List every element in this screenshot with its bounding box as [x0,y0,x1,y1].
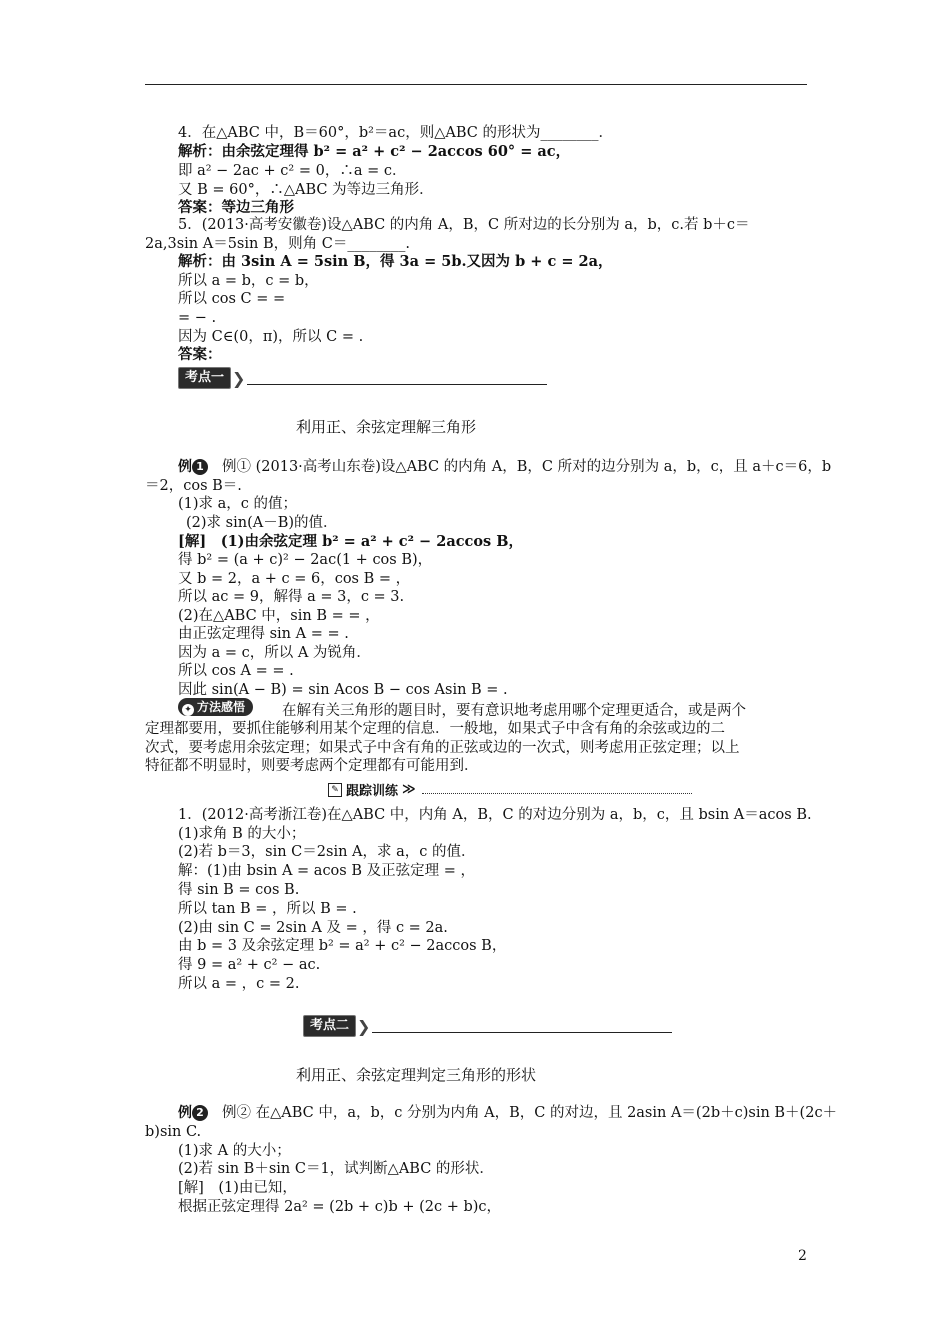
text-line: 又 B = 60°，∴△ABC 为等边三角形． [178,182,434,198]
text-line: 即 a² − 2ac + c² = 0，∴a = c． [178,163,407,179]
track-training-label: 跟踪训练 [346,784,399,799]
chevron-right-icon: ❯ [232,368,246,388]
text-line: 所以 ac = 9，解得 a = 3，c = 3. [178,589,405,605]
text-line: (1)求角 B 的大小； [178,826,306,842]
example-label: 例 1 [178,459,208,475]
text-line: ＝2，cos B＝. [145,478,242,494]
text-line: 例② 在△ABC 中，a，b，c 分别为内角 A，B，C 的对边，且 2asin A＝(2b＋c)sin B＋(2c＋ [222,1105,838,1121]
text-line: b)sin C. [145,1124,202,1140]
text-line: 解析：由 3sin A = 5sin B，得 3a = 5b.又因为 b + c = 2a， [178,253,613,270]
dotted-rule [422,785,692,794]
section-badge [303,1015,672,1037]
text-line: 解析：由余弦定理得 b² = a² + c² − 2accos 60° = ac， [178,143,571,160]
section-badge [178,367,547,389]
method-tag [178,698,253,716]
text-line: [解] (1)由已知， [178,1180,297,1196]
text-line: (1)求 A 的大小； [178,1143,291,1159]
text-line: 得 9 = a² + c² − ac. [178,957,321,973]
example-line [178,1104,208,1122]
text-line: 在解有关三角形的题目时，要有意识地考虑用哪个定理更适合，或是两个 [282,703,746,719]
text-line: [解] (1)由余弦定理 b² = a² + c² − 2accos B， [178,533,524,550]
text-line: 所以 tan B = ，所以 B = . [178,901,357,917]
text-line: 所以 a = ，c = 2. [178,976,300,992]
section-rule [247,372,547,385]
text-line: 答案： [178,346,222,363]
text-line: 由 b = 3 及余弦定理 b² = a² + c² − 2accos B， [178,938,507,954]
text-line: 由正弦定理得 sin A = = . [178,626,349,642]
text-line: 1．(2012·高考浙江卷)在△ABC 中，内角 A，B，C 的对边分别为 a，b，c，且 bsin A＝acos B. [178,807,812,823]
text-line: 定理都要用，要抓住能够利用某个定理的信息．一般地，如果式子中含有角的余弦或边的二 [145,721,725,737]
double-chevron-icon: ≫ [402,782,416,797]
text-line: = − . [178,310,217,326]
section-title: 利用正、余弦定理解三角形 [296,418,477,436]
example-line [178,458,208,476]
text-line: 解：(1)由 bsin A = acos B 及正弦定理 = ， [178,863,475,879]
section-rule [372,1020,672,1033]
method-tag-label: 方法感悟 [197,700,246,714]
text-line: 得 sin B = cos B. [178,882,300,898]
text-line: 特征都不明显时，则要考虑两个定理都有可能用到． [145,758,479,774]
number-one-icon: 1 [192,459,208,475]
text-line: (1)求 a，c 的值； [178,496,298,512]
text-line: (2)若 b＝3，sin C＝2sin A，求 a，c 的值． [178,844,476,860]
text-line: 2a,3sin A＝5sin B，则角 C＝________. [145,236,410,252]
lightbulb-icon: ✦ [182,704,194,716]
text-line: 根据正弦定理得 2a² = (2b + c)b + (2c + b)c， [178,1199,502,1215]
section-title: 利用正、余弦定理判定三角形的形状 [296,1066,537,1084]
text-line: 5．(2013·高考安徽卷)设△ABC 的内角 A，B，C 所对边的长分别为 a，b，c.若 b＋c＝ [178,217,750,233]
text-line: 所以 cos C = = [178,291,286,307]
section-badge-label: 考点一 [178,367,231,389]
number-two-icon: 2 [192,1105,208,1121]
text-line: 因为 a = c，所以 A 为锐角． [178,645,371,661]
section-badge-label: 考点二 [303,1015,356,1037]
text-line: 因此 sin(A − B) = sin Acos B − cos Asin B = . [178,682,508,698]
text-line: 因为 C∈(0，π)，所以 C = . [178,329,364,345]
text-line: 4．在△ABC 中，B＝60°，b²＝ac，则△ABC 的形状为________． [178,125,613,141]
text-line: 次式，要考虑用余弦定理；如果式子中含有角的正弦或边的一次式，则考虑用正弦定理；以上 [145,740,740,756]
page-number: 2 [798,1248,807,1264]
text-line: (2)求 sin(A－B)的值． [186,515,338,531]
text-line: (2)在△ABC 中，sin B = = ， [178,608,380,624]
chevron-right-icon: ❯ [357,1016,371,1036]
text-line: 又 b = 2，a + c = 6，cos B = ， [178,571,411,587]
text-line: 答案：等边三角形 [178,199,294,216]
track-training-header [328,780,692,799]
text-line: 得 b² = (a + c)² − 2ac(1 + cos B)， [178,552,433,568]
text-line: 所以 cos A = = . [178,663,294,679]
text-line: (2)由 sin C = 2sin A 及 = ，得 c = 2a. [178,920,448,936]
text-line: 例① (2013·高考山东卷)设△ABC 的内角 A，B，C 所对的边分别为 a，b，c，且 a＋c＝6，b [222,459,832,475]
text-line: (2)若 sin B＋sin C＝1，试判断△ABC 的形状． [178,1161,494,1177]
text-line: 所以 a = b，c = b， [178,273,319,289]
example-label: 例 2 [178,1105,208,1121]
pencil-icon: ✎ [328,783,342,797]
header-rule [145,84,807,85]
